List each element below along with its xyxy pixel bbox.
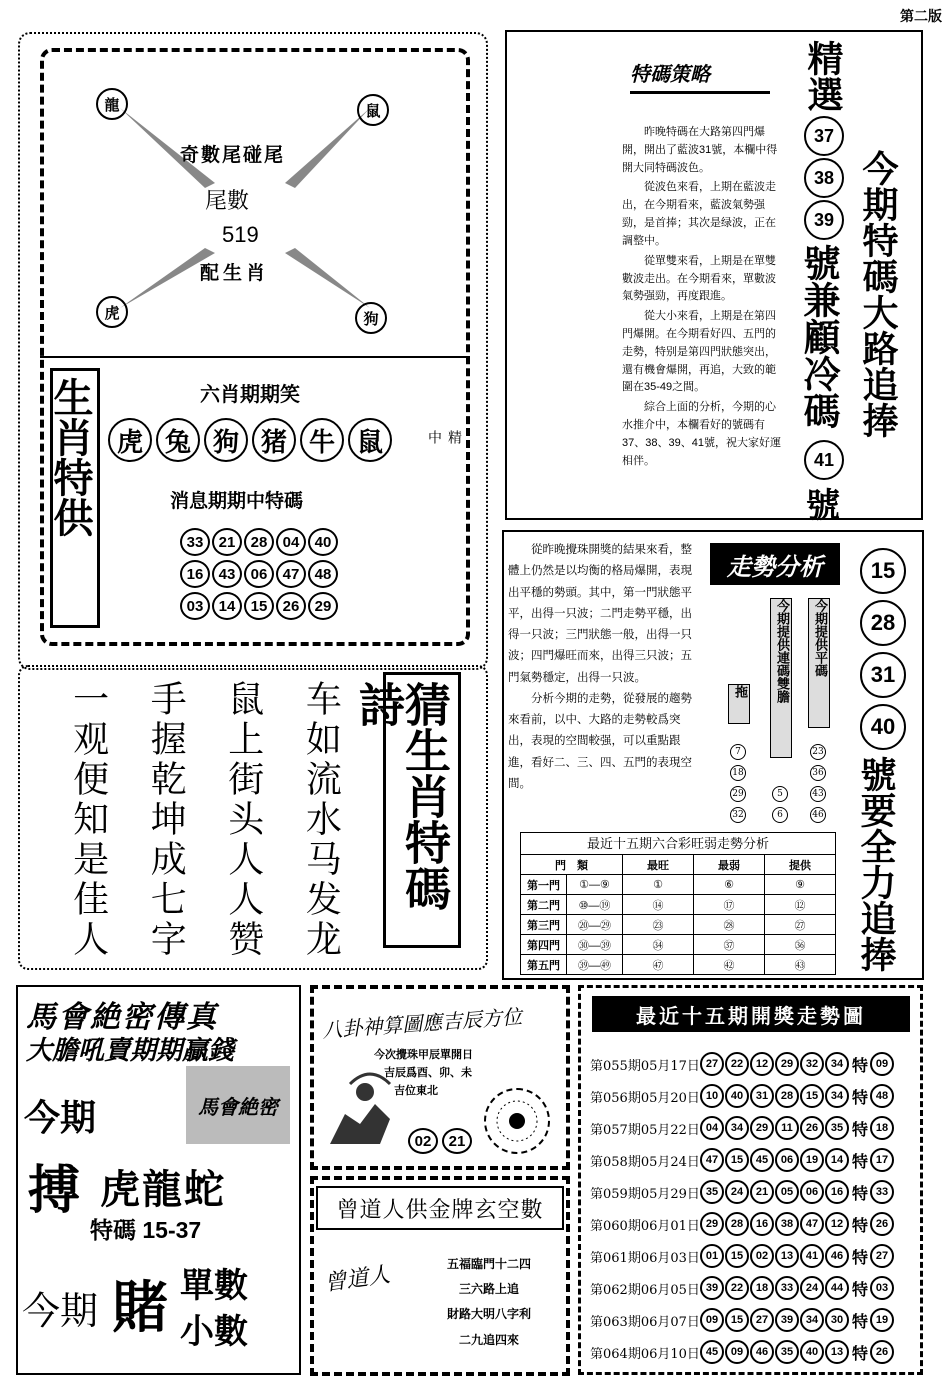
strategy-para: 從大小來看，上期是在第四門爆開。在今期看好四、五門的走勢，特别是第四門狀態突出，還有機會爆開，再追，大致的範圍在35-49之間。 (622, 310, 776, 394)
history-label: 第057期05月22日 (590, 1122, 700, 1138)
col3-num: 23 (810, 744, 826, 760)
tail-label: 尾數 (205, 189, 250, 214)
table-cell: 第三門 (521, 915, 567, 935)
gold-line: 財路大明八字利 (446, 1307, 531, 1322)
horse-odd: 單數 (180, 1266, 248, 1306)
bagua-wheel (484, 1088, 550, 1154)
history-special-char: 特 (851, 1151, 868, 1171)
history-num: 45 (750, 1148, 774, 1172)
history-label: 第064期06月10日 (590, 1346, 700, 1362)
history-row (590, 1272, 918, 1304)
six-animal: 狗 (204, 418, 248, 462)
pick-end: 號 (806, 487, 840, 525)
animal-tiger: 虎 (96, 296, 128, 328)
history-special: 48 (870, 1084, 894, 1108)
history-num: 34 (725, 1116, 749, 1140)
history-special-char: 特 (851, 1183, 868, 1203)
history-num: 02 (750, 1244, 774, 1268)
history-num: 12 (825, 1212, 849, 1236)
history-num: 24 (725, 1180, 749, 1204)
side-note: 精中 (426, 430, 462, 504)
col3-num: 46 (810, 807, 826, 823)
table-cell: ㉓ (623, 915, 694, 935)
bagua-line3: 吉位東北 (394, 1084, 438, 1097)
history-num: 35 (775, 1340, 799, 1364)
history-num: 29 (700, 1212, 724, 1236)
history-special-char: 特 (851, 1215, 868, 1235)
page-label: 第二版 (900, 8, 942, 24)
bagua-line2: 吉辰爲酉、卯、未 (384, 1066, 472, 1079)
poem-column: 手握乾坤成七字 (145, 680, 187, 960)
horse-title: 馬會絶密傳真 (26, 1001, 218, 1034)
history-num: 34 (825, 1052, 849, 1076)
col2-num: 5 (772, 786, 788, 802)
history-label: 第061期06月03日 (590, 1250, 700, 1266)
history-num: 44 (825, 1276, 849, 1300)
six-animal: 虎 (108, 418, 152, 462)
table-row (521, 915, 836, 935)
horse-issue2: 今期 (22, 1291, 99, 1333)
horse-animals: 虎龍蛇 (100, 1166, 226, 1213)
msg-number: 04 (276, 528, 306, 556)
history-num: 13 (775, 1244, 799, 1268)
history-special: 26 (870, 1340, 894, 1364)
history-row (590, 1048, 918, 1080)
trend-table (520, 854, 836, 975)
history-num: 35 (825, 1116, 849, 1140)
pick-numbers (804, 116, 848, 240)
col1-nums (730, 744, 746, 823)
history-num: 19 (800, 1148, 824, 1172)
poem-column: 鼠上街头人人赞 (222, 680, 264, 960)
history-title: 最近十五期開獎走勢圖 (592, 996, 910, 1032)
history-num: 04 (700, 1116, 724, 1140)
table-header: 最弱 (694, 855, 765, 875)
history-label: 第056期05月20日 (590, 1090, 700, 1106)
poem-column: 一观便知是佳人 (67, 680, 109, 960)
pick-number: 39 (804, 200, 844, 240)
history-row (590, 1304, 918, 1336)
history-label: 第059期05月29日 (590, 1186, 700, 1202)
history-num: 06 (800, 1180, 824, 1204)
history-row (590, 1112, 918, 1144)
history-num: 28 (725, 1212, 749, 1236)
table-cell: ㉚—㊴ (567, 935, 623, 955)
history-num: 46 (825, 1244, 849, 1268)
msg-number: 43 (212, 560, 242, 588)
history-num: 22 (725, 1276, 749, 1300)
headline: 今期特碼大路追捧 (858, 150, 899, 438)
six-animal: 牛 (300, 418, 344, 462)
table-cell: ⑳—㉙ (567, 915, 623, 935)
gold-title: 曾道人供金牌玄空數 (316, 1186, 564, 1230)
history-num: 05 (775, 1180, 799, 1204)
history-num: 11 (775, 1116, 799, 1140)
table-cell: 第五門 (521, 955, 567, 975)
col1-num: 32 (730, 807, 746, 823)
col2-num: 6 (772, 807, 788, 823)
table-row (521, 955, 836, 975)
history-row (590, 1208, 918, 1240)
history-row (590, 1336, 918, 1368)
msg-title: 消息期期中特碼 (170, 490, 304, 512)
col3-num: 43 (810, 786, 826, 802)
history-num: 14 (825, 1148, 849, 1172)
table-cell: ⑥ (694, 875, 765, 895)
history-label: 第060期06月01日 (590, 1218, 700, 1234)
col2-label: 今期提供連碼雙膽 (770, 598, 792, 758)
tail-value: 519 (222, 222, 259, 247)
table-cell: ⑭ (623, 895, 694, 915)
table-cell: ㉗ (765, 915, 836, 935)
history-num: 22 (725, 1052, 749, 1076)
gold-line: 三六路上追 (458, 1282, 519, 1297)
col1-num: 29 (730, 786, 746, 802)
horse-bet-char: 搏 (28, 1160, 81, 1221)
pick-title: 精選 (803, 40, 844, 112)
history-special-char: 特 (851, 1311, 868, 1331)
history-num: 45 (700, 1340, 724, 1364)
history-num: 15 (725, 1148, 749, 1172)
history-num: 24 (800, 1276, 824, 1300)
history-num: 09 (725, 1340, 749, 1364)
history-num: 13 (825, 1340, 849, 1364)
table-cell: ㊼ (623, 955, 694, 975)
poem-title: 猜生肖特碼詩 (383, 672, 461, 948)
horse-small: 小數 (180, 1312, 248, 1352)
table-row (521, 935, 836, 955)
table-cell: ㊴—㊾ (567, 955, 623, 975)
table-cell: ⑨ (765, 875, 836, 895)
history-num: 40 (725, 1084, 749, 1108)
gold-line: 二九追四來 (458, 1332, 519, 1347)
history-num: 06 (775, 1148, 799, 1172)
history-num: 47 (700, 1148, 724, 1172)
six-animal: 猪 (252, 418, 296, 462)
history-row (590, 1080, 918, 1112)
msg-number: 48 (308, 560, 338, 588)
table-header: 門 類 (521, 855, 623, 875)
history-num: 01 (700, 1244, 724, 1268)
history-special: 26 (870, 1212, 894, 1236)
col2-nums (772, 786, 788, 823)
msg-number: 15 (244, 592, 274, 620)
history-special: 18 (870, 1116, 894, 1140)
history-rows (590, 1048, 918, 1368)
history-num: 47 (800, 1212, 824, 1236)
table-cell: ㉘ (694, 915, 765, 935)
history-num: 16 (750, 1212, 774, 1236)
history-num: 15 (725, 1308, 749, 1332)
big-number: 28 (860, 600, 906, 646)
strategy-logo (630, 58, 770, 94)
col3-num: 36 (810, 765, 826, 781)
table-cell: ㊷ (694, 955, 765, 975)
table-cell: 第四門 (521, 935, 567, 955)
poem-column: 车如流水马发龙 (300, 680, 342, 960)
history-row (590, 1240, 918, 1272)
table-cell: ⑰ (694, 895, 765, 915)
slogan-top: 奇數尾碰尾 (180, 144, 286, 166)
six-animals (108, 418, 408, 462)
history-num: 34 (800, 1308, 824, 1332)
table-cell: 第二門 (521, 895, 567, 915)
history-num: 32 (800, 1052, 824, 1076)
strategy-para: 從波色來看，上期在藍波走出，在今期看來，藍波氣勢强勁，是首捧；其次是绿波，正在調整中。 (622, 181, 776, 247)
poem-columns (68, 680, 340, 960)
history-num: 29 (775, 1052, 799, 1076)
bagua-icon (486, 1090, 548, 1152)
msg-number: 33 (180, 528, 210, 556)
history-num: 29 (750, 1116, 774, 1140)
history-special-char: 特 (851, 1119, 868, 1139)
msg-number: 29 (308, 592, 338, 620)
col3-nums (810, 744, 826, 823)
table-cell: ㊲ (694, 935, 765, 955)
table-cell: ①—⑨ (567, 875, 623, 895)
history-num: 28 (775, 1084, 799, 1108)
history-special: 09 (870, 1052, 894, 1076)
pick-number: 38 (804, 158, 844, 198)
pick-mid: 號兼顧冷碼 (798, 244, 839, 429)
history-label: 第058期05月24日 (590, 1154, 700, 1170)
horse-subtitle: 大膽吼賣期期贏錢 (26, 1035, 235, 1065)
horse-special: 特碼 15-37 (90, 1217, 202, 1243)
history-num: 15 (725, 1244, 749, 1268)
history-num: 41 (800, 1244, 824, 1268)
gold-line: 五福臨門十二四 (446, 1257, 531, 1271)
msg-number: 28 (244, 528, 274, 556)
trend-para: 分析今期的走勢，從發展的趨勢來看前，以中、大路的走勢較爲突出，表現的空間較强，可以重點跟進，看好二、三、四、五門的表現空間。 (508, 692, 692, 790)
big-numbers (860, 548, 906, 750)
msg-number: 16 (180, 560, 210, 588)
six-animal: 兔 (156, 418, 200, 462)
history-num: 26 (800, 1116, 824, 1140)
strategy-para: 昨晚特碼在大路第四門爆開，開出了藍波31號，本欄中得開大同特碼波色。 (622, 126, 778, 174)
strategy-text (622, 124, 784, 470)
six-animal: 鼠 (348, 418, 392, 462)
bagua-num: 02 (408, 1128, 438, 1154)
horse-gamble: 賭 (112, 1275, 168, 1341)
table-header: 提供 (765, 855, 836, 875)
history-special: 27 (870, 1244, 894, 1268)
msg-number: 26 (276, 592, 306, 620)
bagua-title: 八卦神算圖應吉辰方位 (321, 1004, 523, 1043)
strategy-para: 從單雙來看，上期是在單雙數波走出。在今期看來，單數波氣勢强勁，再度跟進。 (622, 254, 776, 303)
history-num: 34 (825, 1084, 849, 1108)
history-num: 27 (750, 1308, 774, 1332)
msg-number: 06 (244, 560, 274, 588)
trend-logo: 走勢分析 (710, 543, 840, 585)
col1-label: 拖 (728, 684, 750, 724)
table-cell: 第一門 (521, 875, 567, 895)
history-special: 17 (870, 1148, 894, 1172)
archer-icon (320, 1064, 400, 1150)
history-num: 09 (700, 1308, 724, 1332)
history-num: 33 (775, 1276, 799, 1300)
gold-sign: 曾道人 (322, 1262, 392, 1297)
history-num: 15 (800, 1084, 824, 1108)
history-special-char: 特 (851, 1247, 868, 1267)
archer-figure (320, 1064, 400, 1150)
history-num: 10 (700, 1084, 724, 1108)
history-special-char: 特 (851, 1343, 868, 1363)
history-num: 16 (825, 1180, 849, 1204)
table-header: 最旺 (623, 855, 694, 875)
table-row (521, 875, 836, 895)
horse-this-issue: 今期 (24, 1097, 97, 1138)
trend-text (508, 540, 700, 795)
table-cell: ㊱ (765, 935, 836, 955)
history-num: 39 (775, 1308, 799, 1332)
trend-table-title: 最近十五期六合彩旺弱走勢分析 (520, 832, 836, 854)
col3-label: 今期提供平碼 (808, 598, 830, 728)
slogan-bottom: 配生肖 (200, 262, 270, 284)
history-num: 40 (800, 1340, 824, 1364)
table-cell: ⑫ (765, 895, 836, 915)
big-number: 15 (860, 548, 906, 594)
bagua-line1: 今次攪珠甲辰單開日 (374, 1048, 473, 1061)
history-num: 27 (700, 1052, 724, 1076)
strategy-logo-text: 特碼策略 (630, 62, 710, 86)
big-number: 40 (860, 704, 906, 750)
history-special: 19 (870, 1308, 894, 1332)
gold-lines (414, 1252, 564, 1353)
col1-num: 7 (730, 744, 746, 760)
bagua-nums (408, 1128, 472, 1154)
history-num: 12 (750, 1052, 774, 1076)
animal-rat: 鼠 (357, 94, 389, 126)
msg-numbers (180, 528, 350, 620)
history-num: 39 (700, 1276, 724, 1300)
msg-number: 14 (212, 592, 242, 620)
history-label: 第062期06月05日 (590, 1282, 700, 1298)
side-title: 生肖特供 (50, 368, 100, 628)
pick-number: 37 (804, 116, 844, 156)
msg-number: 40 (308, 528, 338, 556)
msg-number: 21 (212, 528, 242, 556)
history-special-char: 特 (851, 1279, 868, 1299)
trend-table-wrap (520, 832, 836, 975)
table-cell: ① (623, 875, 694, 895)
msg-number: 03 (180, 592, 210, 620)
history-num: 38 (775, 1212, 799, 1236)
history-num: 46 (750, 1340, 774, 1364)
history-num: 35 (700, 1180, 724, 1204)
history-special: 03 (870, 1276, 894, 1300)
history-label: 第063期06月07日 (590, 1314, 700, 1330)
pick-last: 41 (804, 440, 844, 480)
col1-num: 18 (730, 765, 746, 781)
history-row (590, 1176, 918, 1208)
history-num: 18 (750, 1276, 774, 1300)
trend-para: 從昨晚攪珠開獎的結果來看，整體上仍然是以均衡的格局爆開，表現出平穩的勢頭。其中，第一門狀態平平，出得一只波；二門走勢平穩，出得一只波；三門狀態一般，出得一只波；四門爆旺而來，出得三只波；五門氣勢穩定，出得一只波。 (508, 544, 692, 684)
table-row (521, 895, 836, 915)
big-number: 31 (860, 652, 906, 698)
table-cell: ㉞ (623, 935, 694, 955)
history-special-char: 特 (851, 1087, 868, 1107)
big-text: 號要全力追捧 (856, 756, 897, 972)
msg-number: 47 (276, 560, 306, 588)
table-cell: ㊸ (765, 955, 836, 975)
history-special: 33 (870, 1180, 894, 1204)
strategy-para: 綜合上面的分析，今期的心水推介中，本欄看好的號碼有37、38、39、41號，祝大家好運相伴。 (622, 401, 781, 467)
animal-dragon: 龍 (96, 88, 128, 120)
history-special-char: 特 (851, 1055, 868, 1075)
history-label: 第055期05月17日 (590, 1058, 700, 1074)
history-row (590, 1144, 918, 1176)
history-num: 30 (825, 1308, 849, 1332)
animal-dog: 狗 (355, 302, 387, 334)
table-cell: ⑩—⑲ (567, 895, 623, 915)
six-title: 六肖期期笑 (200, 382, 300, 406)
horse-stamp (186, 1066, 290, 1144)
history-num: 31 (750, 1084, 774, 1108)
horse-stamp-text: 馬會絶密 (198, 1094, 278, 1119)
bagua-num: 21 (442, 1128, 472, 1154)
history-num: 21 (750, 1180, 774, 1204)
